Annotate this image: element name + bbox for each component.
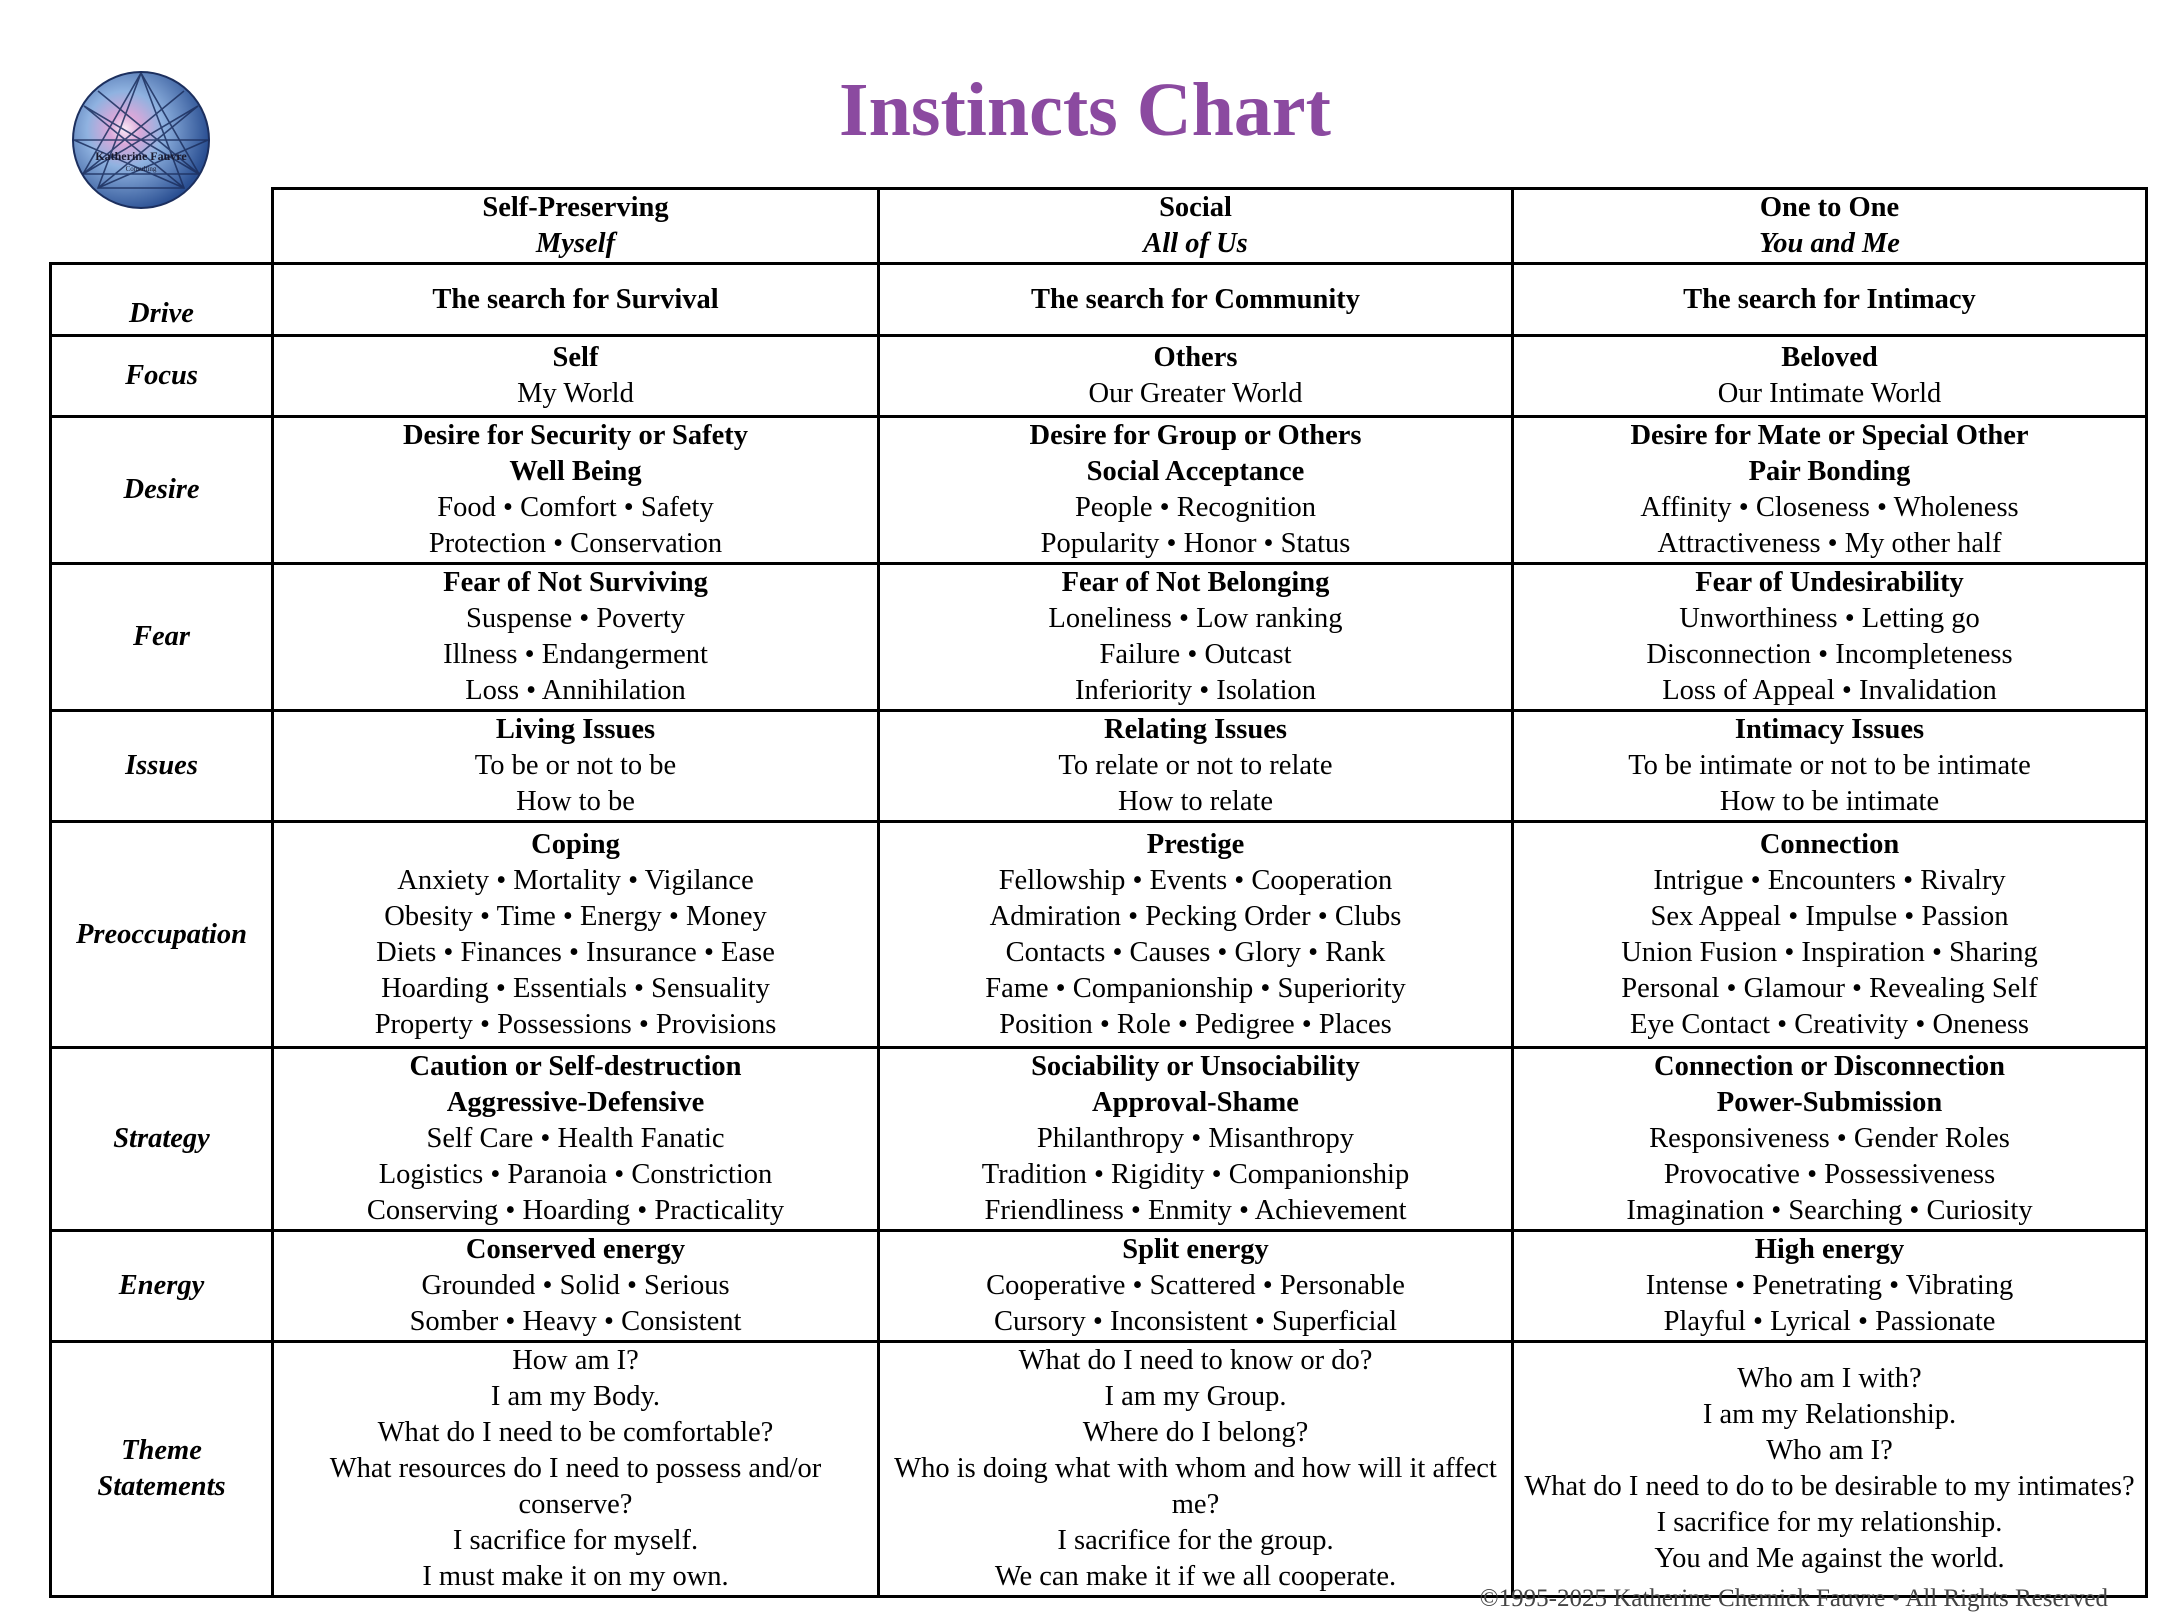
cell-line: Desire for Mate or Special Other	[1630, 420, 2029, 451]
cell-line: People • Recognition	[1074, 492, 1317, 523]
cell-focus-self-preserving	[273, 336, 879, 417]
cell-line: Living Issues	[495, 714, 656, 745]
cell-line: What resources do I need to possess and/or conserve?	[329, 1453, 822, 1520]
cell-line: How to be	[516, 786, 635, 817]
cell-line: Prestige	[1146, 828, 1245, 860]
cell-line: Friendliness • Enmity • Achievement	[984, 1195, 1407, 1226]
row-strategy	[51, 1048, 2147, 1231]
cell-line: To be or not to be	[474, 750, 677, 781]
cell-line: Position • Role • Pedigree • Places	[999, 1008, 1392, 1040]
cell-line: Beloved	[1781, 342, 1878, 373]
cell-line: Diets • Finances • Insurance • Ease	[376, 936, 775, 968]
cell-line: The search for Community	[1030, 283, 1361, 315]
row-label-focus: Focus	[51, 336, 273, 417]
cell-line: Conserving • Hoarding • Practicality	[366, 1195, 785, 1226]
cell-line: Loss • Annihilation	[465, 675, 686, 706]
row-label-fear: Fear	[51, 564, 273, 711]
row-issues	[51, 711, 2147, 822]
cell-line: Intense • Penetrating • Vibrating	[1645, 1270, 2014, 1301]
cell-line: Provocative • Possessiveness	[1663, 1159, 1996, 1190]
row-label-line: Theme	[121, 1435, 202, 1466]
cell-line: Fear of Not Surviving	[443, 567, 708, 598]
instincts-table	[49, 187, 2148, 1598]
cell-line: Aggressive-Defensive	[446, 1087, 705, 1118]
cell-line: High energy	[1754, 1234, 1905, 1265]
cell-strategy-self-preserving	[273, 1048, 879, 1231]
logo-subtitle: Consulting	[125, 165, 157, 173]
cell-line: Affinity • Closeness • Wholeness	[1640, 492, 2019, 523]
cell-line: Conserved energy	[465, 1234, 686, 1265]
cell-focus-one-to-one	[1513, 336, 2147, 417]
cell-drive-social	[879, 264, 1513, 336]
cell-line: Our Intimate World	[1717, 378, 1942, 409]
row-desire	[51, 417, 2147, 564]
cell-line: Connection	[1759, 828, 1900, 860]
cell-line: Disconnection • Incompleteness	[1646, 639, 2013, 670]
cell-line: Who is doing what with whom and how will it affect me?	[894, 1453, 1497, 1520]
cell-line: Others	[1153, 342, 1238, 373]
row-drive	[51, 264, 2147, 336]
row-fear	[51, 564, 2147, 711]
cell-line: Protection • Conservation	[428, 528, 723, 559]
cell-line: I sacrifice for my relationship.	[1656, 1507, 2003, 1538]
cell-line: Eye Contact • Creativity • Oneness	[1629, 1008, 2030, 1040]
cell-line: Grounded • Solid • Serious	[421, 1270, 730, 1301]
cell-line: What do I need to be comfortable?	[377, 1417, 774, 1448]
cell-line: Intimacy Issues	[1734, 714, 1925, 745]
cell-line: Loss of Appeal • Invalidation	[1662, 675, 1997, 706]
cell-line: Playful • Lyrical • Passionate	[1663, 1306, 1996, 1337]
cell-line: Philanthropy • Misanthropy	[1036, 1123, 1355, 1154]
cell-line: Self	[552, 342, 599, 373]
cell-issues-one-to-one	[1513, 711, 2147, 822]
cell-line: The search for Survival	[432, 283, 719, 315]
column-subtitle: All of Us	[1143, 228, 1248, 259]
cell-line: I must make it on my own.	[422, 1561, 729, 1592]
cell-line: Hoarding • Essentials • Sensuality	[381, 972, 770, 1004]
cell-line: I sacrifice for myself.	[452, 1525, 699, 1556]
cell-line: Somber • Heavy • Consistent	[409, 1306, 742, 1337]
cell-line: Personal • Glamour • Revealing Self	[1621, 972, 2038, 1004]
cell-preoccupation-one-to-one	[1513, 822, 2147, 1048]
cell-desire-social	[879, 417, 1513, 564]
cell-desire-one-to-one	[1513, 417, 2147, 564]
cell-line: Self Care • Health Fanatic	[426, 1123, 725, 1154]
row-label-preoccupation: Preoccupation	[51, 822, 273, 1048]
column-header-one-to-one	[1513, 189, 2147, 264]
cell-line: Social Acceptance	[1086, 456, 1305, 487]
row-preoccupation	[51, 822, 2147, 1048]
header-corner	[51, 189, 273, 264]
cell-line: Connection or Disconnection	[1654, 1051, 2005, 1082]
page-title: Instincts Chart	[839, 68, 1331, 152]
cell-line: Fear of Undesirability	[1695, 567, 1964, 598]
cell-line: I am my Relationship.	[1702, 1399, 1957, 1430]
cell-line: Inferiority • Isolation	[1074, 675, 1317, 706]
cell-line: Where do I belong?	[1082, 1417, 1309, 1448]
cell-line: Unworthiness • Letting go	[1679, 603, 1980, 634]
cell-line: To be intimate or not to be intimate	[1628, 750, 2031, 781]
cell-line: Who am I?	[1766, 1435, 1893, 1466]
cell-line: Intrigue • Encounters • Rivalry	[1653, 864, 2006, 896]
cell-issues-social	[879, 711, 1513, 822]
cell-line: My World	[517, 378, 634, 409]
cell-energy-self-preserving	[273, 1231, 879, 1342]
cell-line: You and Me against the world.	[1654, 1543, 2005, 1574]
cell-line: I am my Body.	[490, 1381, 661, 1412]
cell-energy-social	[879, 1231, 1513, 1342]
cell-theme-social	[879, 1342, 1513, 1597]
cell-line: Who am I with?	[1737, 1363, 1922, 1394]
row-label-drive: Drive	[51, 264, 273, 336]
cell-line: Well Being	[509, 456, 642, 487]
cell-line: Logistics • Paranoia • Constriction	[378, 1159, 773, 1190]
cell-strategy-social	[879, 1048, 1513, 1231]
cell-theme-self-preserving	[273, 1342, 879, 1597]
cell-line: We can make it if we all cooperate.	[994, 1561, 1397, 1592]
cell-line: Desire for Group or Others	[1029, 420, 1362, 451]
cell-issues-self-preserving	[273, 711, 879, 822]
cell-line: Sex Appeal • Impulse • Passion	[1650, 900, 2009, 932]
column-name: Social	[1159, 192, 1232, 223]
row-label-theme-statements	[51, 1342, 273, 1597]
cell-line: Obesity • Time • Energy • Money	[384, 900, 767, 932]
row-label-strategy: Strategy	[51, 1048, 273, 1231]
cell-line: Attractiveness • My other half	[1657, 528, 2002, 559]
cell-line: How to be intimate	[1719, 786, 1940, 817]
cell-line: Property • Possessions • Provisions	[374, 1008, 777, 1040]
cell-line: Desire for Security or Safety	[402, 420, 749, 451]
cell-line: To relate or not to relate	[1058, 750, 1333, 781]
cell-line: Cooperative • Scattered • Personable	[986, 1270, 1405, 1301]
cell-drive-self-preserving	[273, 264, 879, 336]
cell-preoccupation-social	[879, 822, 1513, 1048]
cell-line: Illness • Endangerment	[443, 639, 708, 670]
cell-line: Split energy	[1122, 1234, 1269, 1265]
cell-line: Fellowship • Events • Cooperation	[998, 864, 1393, 896]
column-subtitle: Myself	[535, 228, 616, 259]
column-header-self-preserving	[273, 189, 879, 264]
row-label-desire: Desire	[51, 417, 273, 564]
row-label-energy: Energy	[51, 1231, 273, 1342]
cell-line: Pair Bonding	[1748, 456, 1911, 487]
cell-fear-self-preserving	[273, 564, 879, 711]
cell-line: Caution or Self-destruction	[409, 1051, 742, 1082]
cell-focus-social	[879, 336, 1513, 417]
cell-line: The search for Intimacy	[1683, 283, 1976, 315]
cell-line: Failure • Outcast	[1099, 639, 1292, 670]
cell-line: Suspense • Poverty	[466, 603, 685, 634]
row-label-issues: Issues	[51, 711, 273, 822]
cell-line: Power-Submission	[1716, 1087, 1943, 1118]
cell-line: Union Fusion • Inspiration • Sharing	[1621, 936, 2038, 968]
cell-line: I sacrifice for the group.	[1057, 1525, 1334, 1556]
row-energy	[51, 1231, 2147, 1342]
column-name: Self-Preserving	[482, 192, 669, 223]
cell-line: Fear of Not Belonging	[1061, 567, 1330, 598]
cell-line: Anxiety • Mortality • Vigilance	[397, 864, 754, 896]
column-header-social	[879, 189, 1513, 264]
cell-line: Sociability or Unsociability	[1031, 1051, 1360, 1082]
cell-desire-self-preserving	[273, 417, 879, 564]
cell-line: Our Greater World	[1088, 378, 1303, 409]
cell-line: Tradition • Rigidity • Companionship	[981, 1159, 1410, 1190]
cell-line: What do I need to know or do?	[1018, 1345, 1373, 1376]
cell-line: Responsiveness • Gender Roles	[1649, 1123, 2010, 1154]
cell-strategy-one-to-one	[1513, 1048, 2147, 1231]
row-focus	[51, 336, 2147, 417]
cell-preoccupation-self-preserving	[273, 822, 879, 1048]
cell-energy-one-to-one	[1513, 1231, 2147, 1342]
cell-line: Relating Issues	[1104, 714, 1287, 745]
cell-line: Contacts • Causes • Glory • Rank	[1005, 936, 1386, 968]
copyright-footer: ©1995-2025 Katherine Chernick Fauvre • All Rights Reserved	[1479, 1585, 2108, 1612]
row-label-line: Statements	[97, 1471, 226, 1502]
header-row	[51, 189, 2147, 264]
cell-line: Admiration • Pecking Order • Clubs	[989, 900, 1402, 932]
cell-line: Coping	[531, 828, 620, 860]
cell-fear-one-to-one	[1513, 564, 2147, 711]
cell-line: Loneliness • Low ranking	[1048, 603, 1343, 634]
cell-line: Cursory • Inconsistent • Superficial	[993, 1306, 1398, 1337]
column-subtitle: You and Me	[1759, 228, 1900, 259]
cell-theme-one-to-one	[1513, 1342, 2147, 1597]
cell-fear-social	[879, 564, 1513, 711]
cell-line: How am I?	[512, 1345, 639, 1376]
cell-line: I am my Group.	[1104, 1381, 1287, 1412]
cell-line: What do I need to do to be desirable to my intimates?	[1524, 1471, 2135, 1502]
cell-line: How to relate	[1117, 786, 1274, 817]
cell-line: Food • Comfort • Safety	[437, 492, 714, 523]
cell-line: Approval-Shame	[1092, 1087, 1299, 1118]
logo-name: Katherine Fauvre	[95, 149, 187, 163]
cell-line: Fame • Companionship • Superiority	[985, 972, 1406, 1004]
cell-line: Popularity • Honor • Status	[1040, 528, 1351, 559]
cell-drive-one-to-one	[1513, 264, 2147, 336]
row-theme-statements	[51, 1342, 2147, 1597]
column-name: One to One	[1759, 192, 1900, 223]
cell-line: Imagination • Searching • Curiosity	[1626, 1195, 2033, 1226]
